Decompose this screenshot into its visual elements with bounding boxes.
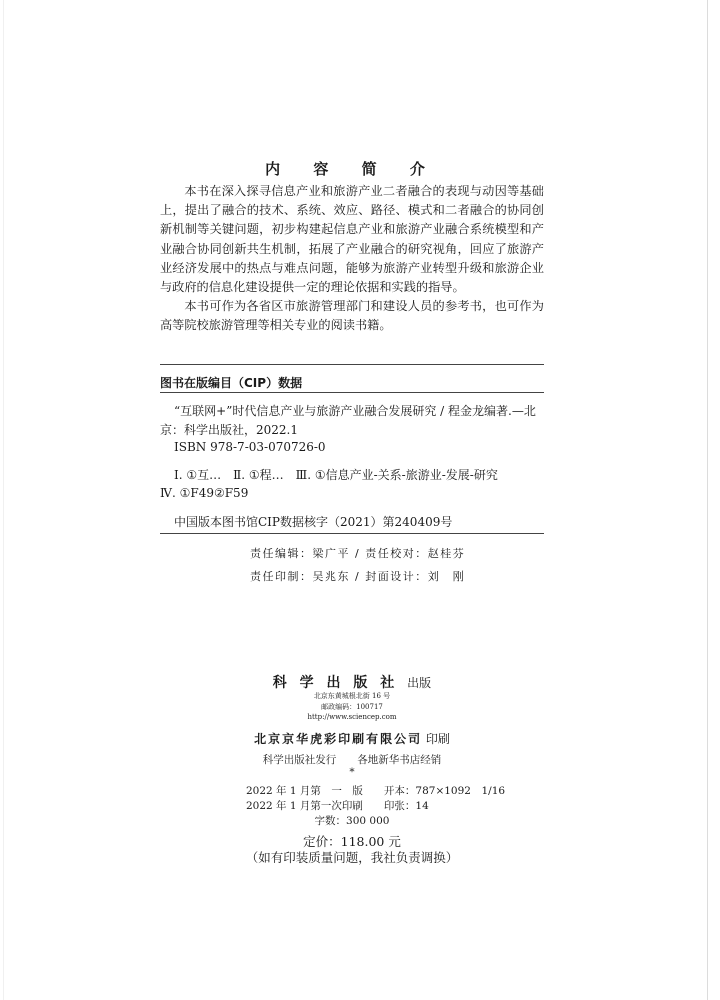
cip-heading-rule: [160, 392, 544, 393]
price: 定价：118.00 元: [303, 834, 401, 849]
separator-star: *: [349, 766, 355, 778]
edition-line-1: 2022 年 1 月第 一 版 开本：787×1092 1/16: [246, 785, 506, 797]
printer-suffix: 印刷: [425, 732, 450, 746]
summary-paragraph-1: 本书在深入探寻信息产业和旅游产业二者融合的表现与动因等基础上，提出了融合的技术、系统、效应、路径、模式和二者融合的协同创新机制等关键问题，初步构建起信息产业和旅游产业融合系统模型和产业融合协同创新共生机制，拓展了产业融合的研究视角，回应了旅游产业经济发展中的热点与难点问题，能够为旅游产业转型升级和旅游企业与政府的信息化建设提供一定的理论依据和实践的指导。: [160, 184, 544, 295]
cip-subject-line-1: Ⅰ. ①互… Ⅱ. ①程… Ⅲ. ①信息产业-关系-旅游业-发展-研究: [174, 468, 498, 482]
cip-entry-line-1: “互联网+”时代信息产业与旅游产业融合发展研究 / 程金龙编著.—北: [174, 404, 536, 418]
credits-editors: 责任编辑：梁广平 / 责任校对：赵桂芬: [250, 547, 466, 560]
cip-top-rule: [160, 364, 544, 365]
summary-paragraph-2: 本书可作为各省区市旅游管理部门和建设人员的参考书，也可作为高等院校旅游管理等相关专业的阅读书籍。: [160, 299, 544, 333]
cip-isbn: ISBN 978-7-03-070726-0: [174, 440, 326, 454]
page-edge-left: [3, 0, 4, 1000]
publisher-name-suffix: 出版: [407, 676, 432, 690]
edition-line-2: 2022 年 1 月第一次印刷 印张：14: [246, 800, 429, 812]
publisher-name-line: [160, 672, 544, 692]
printer-line: [160, 730, 544, 747]
cip-entry-line-2: 京：科学出版社，2022.1: [160, 423, 298, 437]
cip-bottom-rule: [160, 533, 544, 534]
publisher-url: http://www.sciencep.com: [307, 713, 397, 721]
distribution-line: 科学出版社发行 各地新华书店经销: [262, 754, 442, 766]
credits-production: 责任印制：吴兆东 / 封面设计：刘 刚: [250, 570, 466, 583]
page-edge-right: [707, 0, 708, 1000]
publisher-postcode: 邮政编码：100717: [321, 703, 383, 711]
publisher-address: 北京东黄城根北街 16 号: [313, 692, 391, 700]
cip-heading: 图书在版编目（CIP）数据: [160, 376, 303, 390]
summary-title: 内 容 简 介: [265, 160, 439, 178]
cip-subject-line-2: Ⅳ. ①F49②F59: [160, 486, 249, 500]
cip-core-number: 中国版本图书馆CIP数据核字（2021）第240409号: [174, 515, 453, 529]
printer-name: 北京京华虎彩印刷有限公司: [254, 732, 423, 746]
word-count: 字数：300 000: [314, 815, 390, 827]
quality-notice: （如有印装质量问题，我社负责调换）: [245, 850, 459, 865]
publisher-name: 科 学 出 版 社: [272, 675, 399, 691]
